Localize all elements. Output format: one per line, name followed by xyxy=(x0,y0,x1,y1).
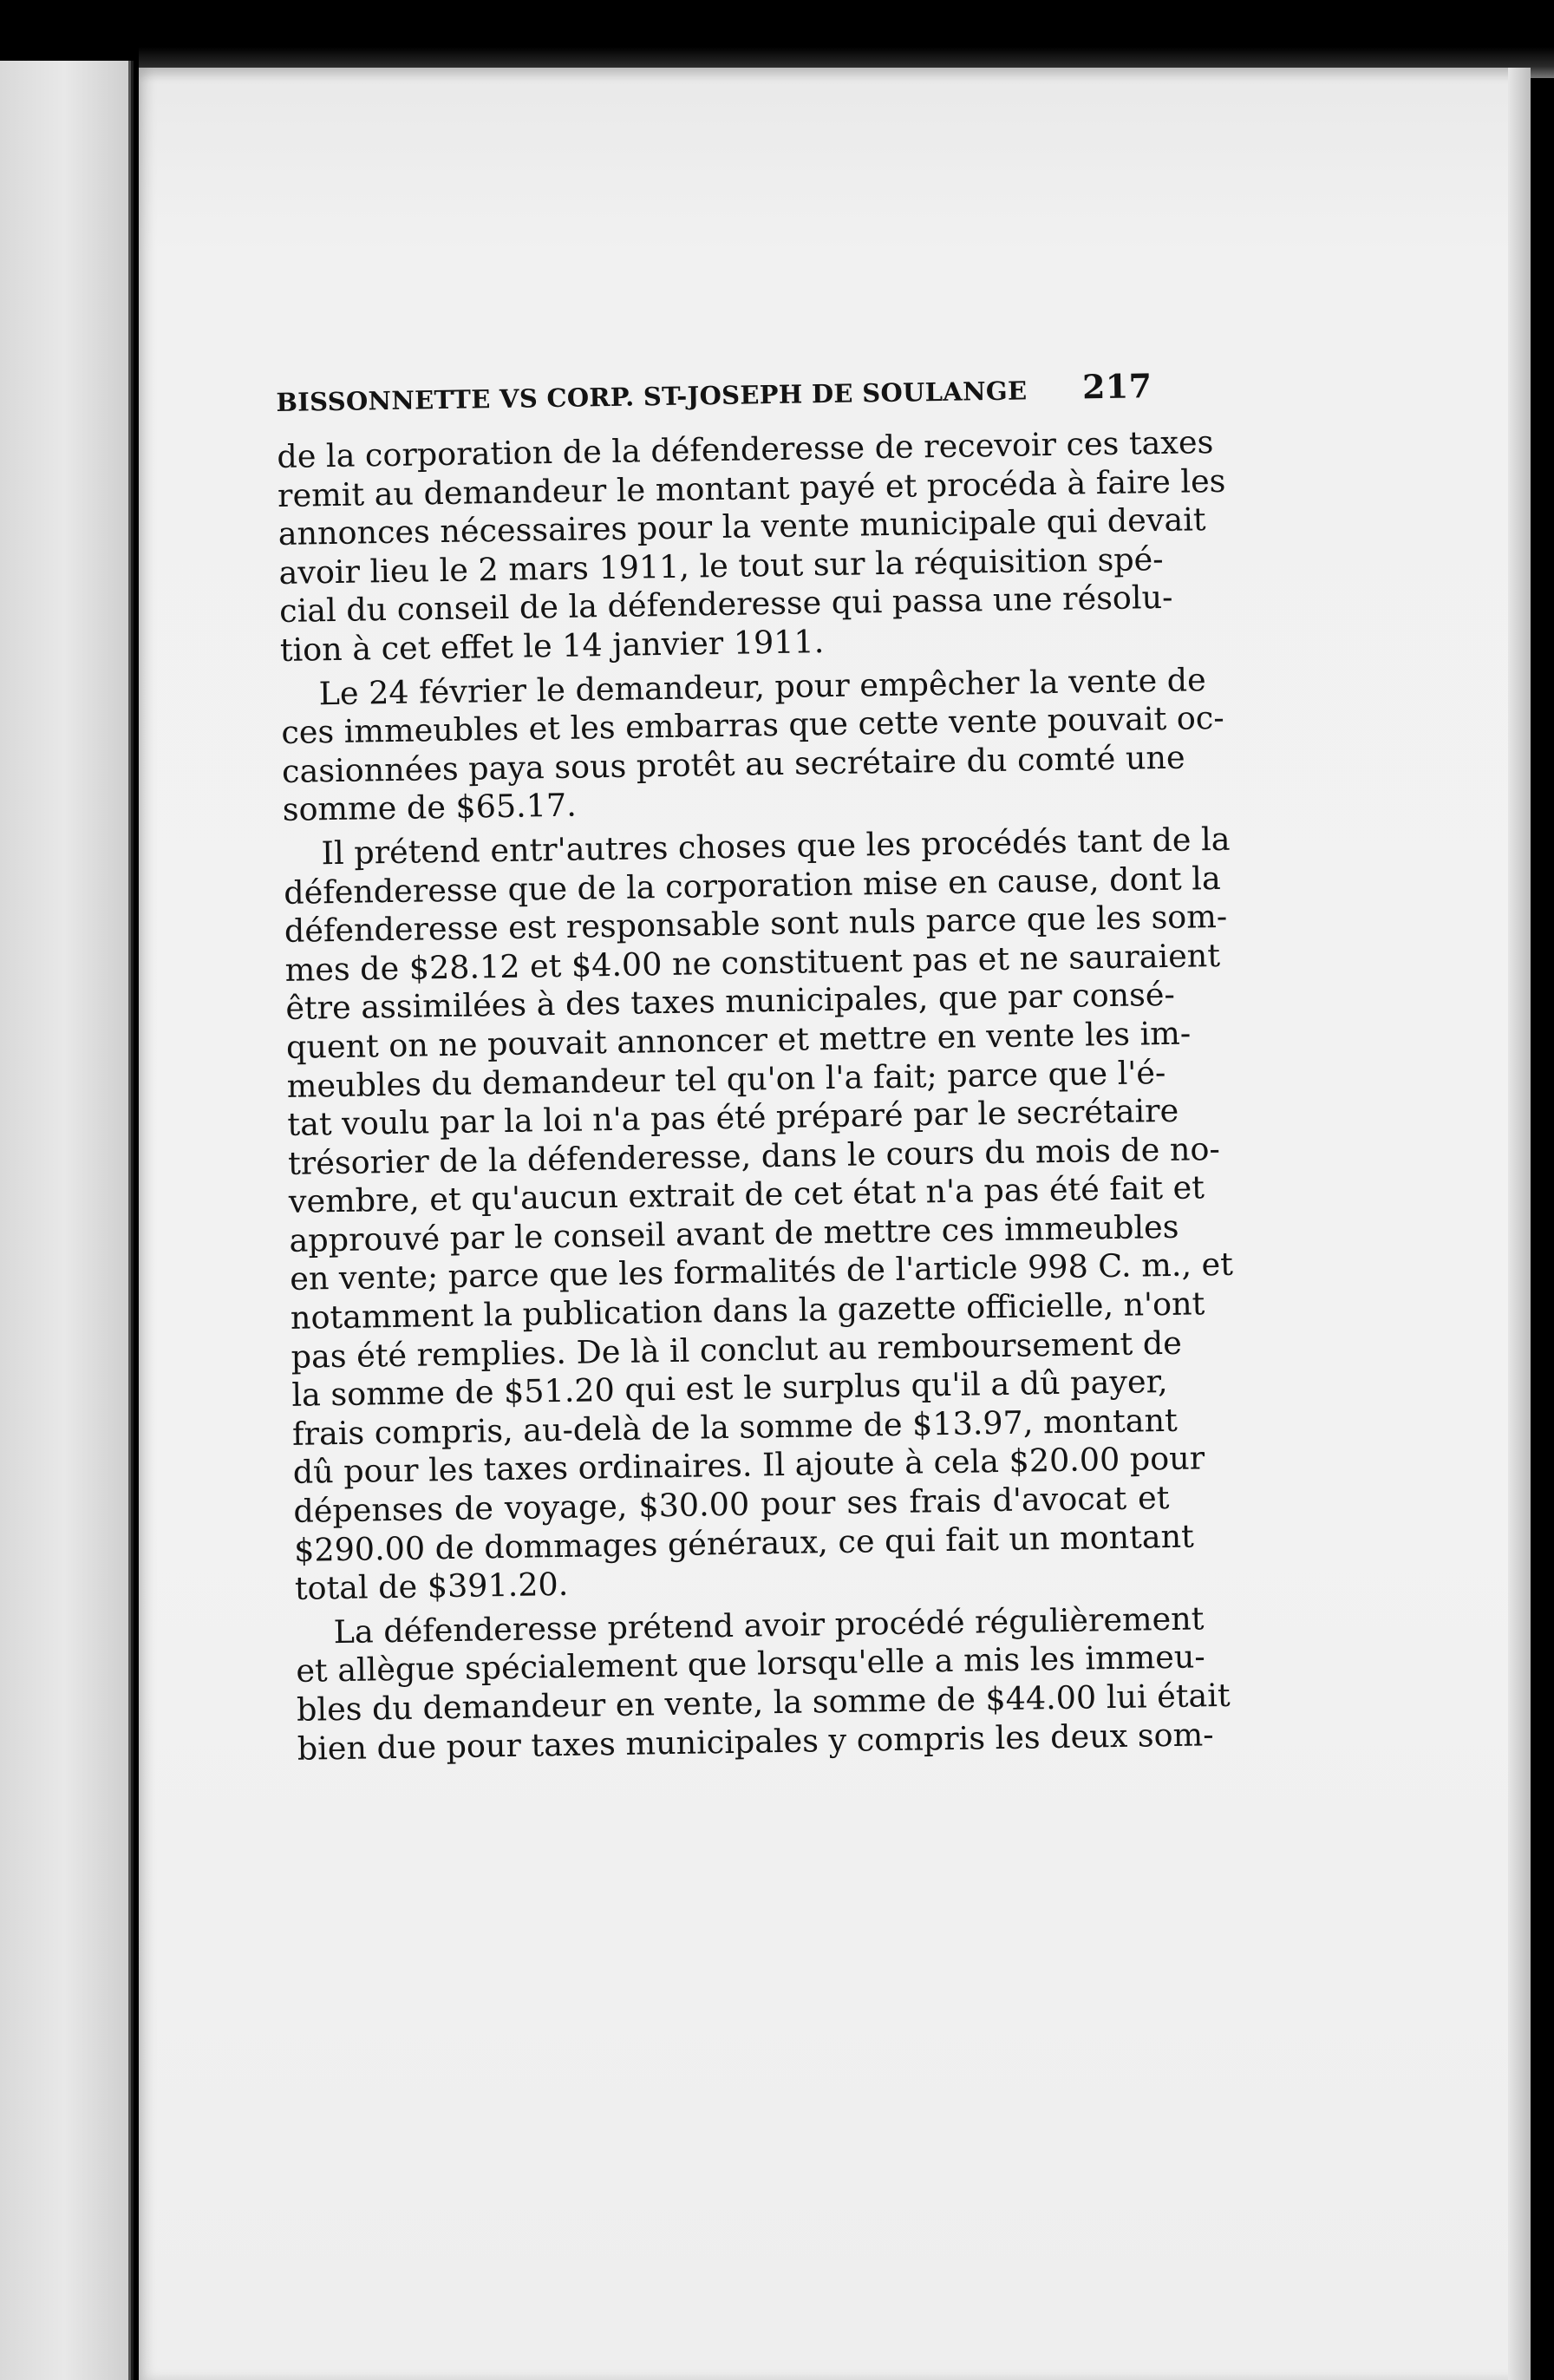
text-line: La défenderesse prétend avoir procédé régulièrement xyxy=(333,1599,1205,1651)
text-line: somme de $65.17. xyxy=(282,786,578,829)
text-line: de la corporation de la défenderesse de recevoir ces taxes xyxy=(277,423,1214,475)
text-line: Il prétend entr'autres choses que les procédés tant de la xyxy=(321,820,1231,873)
text-line: mes de $28.12 et $4.00 ne constituent pas et ne sauraient xyxy=(284,936,1221,989)
text-line: annonces nécessaires pour la vente municipale qui devait xyxy=(278,500,1206,553)
previous-page-edge xyxy=(0,61,134,2380)
text-line: dépenses de voyage, $30.00 pour ses frais d'avocat et xyxy=(293,1479,1170,1530)
text-line: Le 24 février le demandeur, pour empêcher la vente de xyxy=(318,660,1207,712)
paragraph xyxy=(283,820,1234,1609)
text-line: tion à cet effet le 14 janvier 1911. xyxy=(279,623,825,669)
text-line: tat voulu par la loi n'a pas été préparé par le secrétaire xyxy=(287,1091,1179,1143)
paragraph xyxy=(277,423,1226,670)
text-line: ces immeubles et les embarras que cette vente pouvait oc- xyxy=(281,699,1224,752)
page-text-block xyxy=(276,366,1234,1769)
running-head-title: BISSONNETTE VS CORP. ST-JOSEPH DE SOULANGE xyxy=(276,376,1028,417)
text-line: meubles du demandeur tel qu'on l'a fait; parce que l'é- xyxy=(286,1053,1166,1105)
page-right-edge xyxy=(1508,68,1531,2380)
text-line: avoir lieu le 2 mars 1911, le tout sur la réquisition spé- xyxy=(278,539,1164,592)
text-line: notamment la publication dans la gazette officielle, n'ont xyxy=(290,1285,1205,1337)
text-line: dû pour les taxes ordinaires. Il ajoute à cela $20.00 pour xyxy=(292,1439,1205,1492)
text-line: trésorier de la défenderesse, dans le cours du mois de no- xyxy=(287,1129,1221,1182)
text-line: vembre, et qu'aucun extrait de cet état n'a pas été fait et xyxy=(288,1168,1205,1221)
text-line: remit au demandeur le montant payé et procéda à faire les xyxy=(277,461,1226,514)
text-line: casionnées paya sous protêt au secrétaire du comté une xyxy=(281,738,1185,790)
text-line: pas été remplies. De là il conclut au remboursement de xyxy=(291,1324,1183,1376)
text-line: approuvé par le conseil avant de mettre ces immeubles xyxy=(289,1207,1179,1259)
text-line: cial du conseil de la défenderesse qui passa une résolu- xyxy=(278,579,1173,631)
text-line: frais compris, au-delà de la somme de $13.97, montant xyxy=(291,1401,1179,1453)
text-line: bles du demandeur en vente, la somme de $44.00 lui était xyxy=(296,1676,1231,1729)
scan-top-border xyxy=(139,0,1554,78)
text-line: en vente; parce que les formalités de l'article 998 C. m., et xyxy=(289,1246,1234,1298)
paragraph xyxy=(295,1599,1231,1769)
page-number: 217 xyxy=(1081,366,1152,407)
text-line: bien due pour taxes municipales y compris les deux som- xyxy=(297,1715,1214,1768)
text-line: être assimilées à des taxes municipales, que par consé- xyxy=(285,976,1176,1028)
text-line: total de $391.20. xyxy=(294,1566,569,1608)
text-line: la somme de $51.20 qui est le surplus qu'il a dû payer, xyxy=(291,1363,1168,1415)
text-line: et allègue spécialement que lorsqu'elle a mis les immeu- xyxy=(296,1638,1205,1690)
text-line: défenderesse que de la corporation mise en cause, dont la xyxy=(283,859,1222,912)
text-line: $290.00 de dommages généraux, ce qui fait un montant xyxy=(293,1517,1195,1569)
text-line: quent on ne pouvait annoncer et mettre en vente les im- xyxy=(285,1014,1192,1066)
paragraph xyxy=(280,660,1224,830)
text-line: défenderesse est responsable sont nuls parce que les som- xyxy=(284,897,1228,951)
